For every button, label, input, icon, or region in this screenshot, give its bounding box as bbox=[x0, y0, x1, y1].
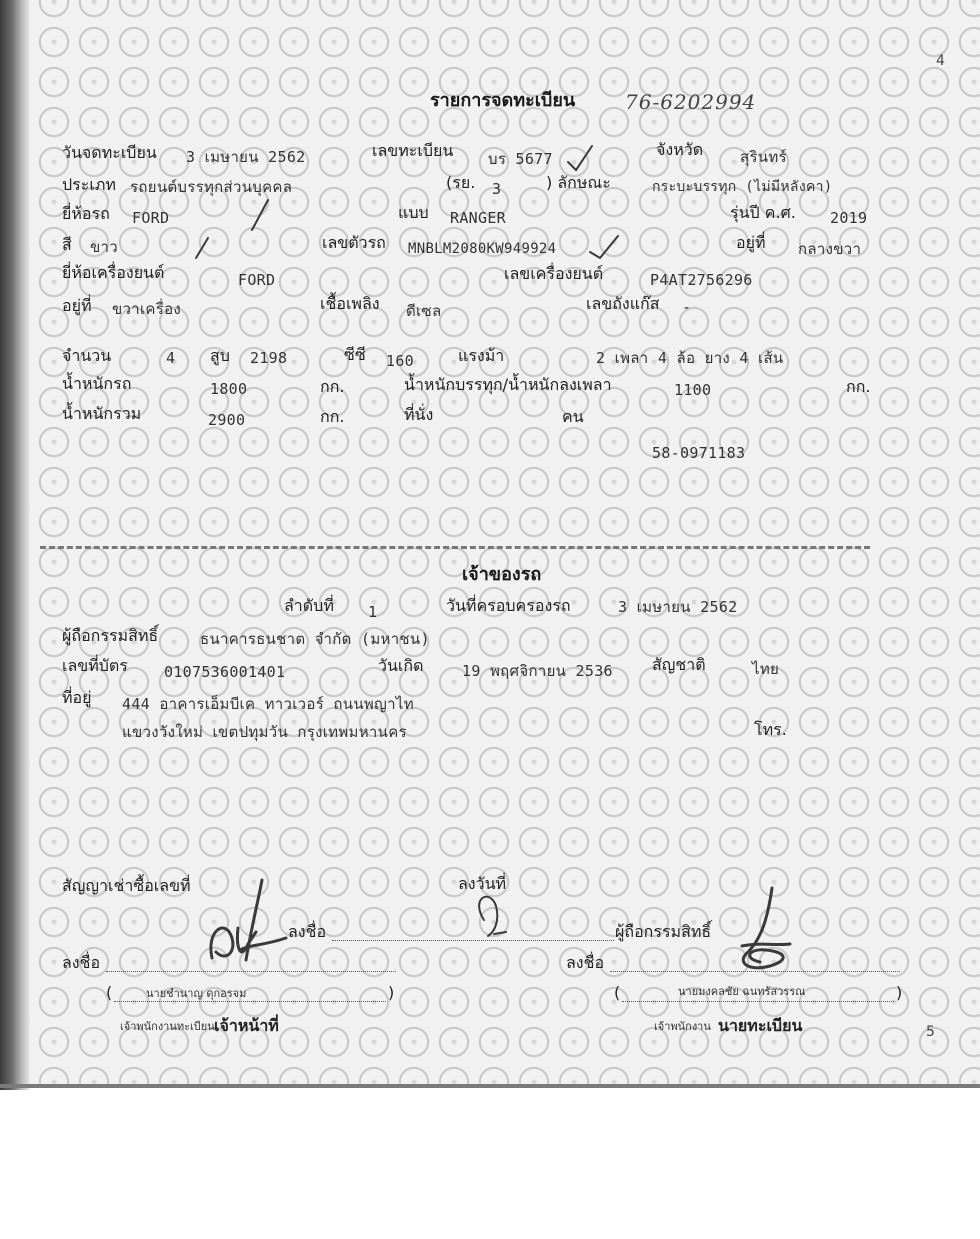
type-label: ประเภท bbox=[62, 175, 116, 194]
right-paren-close: ) bbox=[896, 983, 903, 1002]
possession-date-value: 3 เมษายน 2562 bbox=[618, 598, 738, 616]
chassis-label: เลขตัวรถ bbox=[322, 233, 386, 252]
province-value: สุรินทร์ bbox=[740, 148, 787, 166]
chassis-location-value: กลางขวา bbox=[798, 240, 862, 258]
reference-number: 58-0971183 bbox=[652, 444, 746, 462]
axle-value: 2 เพลา 4 ล้อ ยาง 4 เส้น bbox=[596, 349, 784, 367]
color-label: สี bbox=[62, 235, 72, 254]
province-label: จังหวัด bbox=[656, 140, 704, 159]
model-value: RANGER bbox=[450, 209, 506, 227]
weight-value: 1800 bbox=[210, 380, 248, 398]
left-role: เจ้าหน้าที่ bbox=[214, 1016, 279, 1035]
registration-title: รายการจดทะเบียน bbox=[430, 90, 576, 111]
gas-tank-label: เลขถังแก๊ส bbox=[586, 294, 660, 313]
address-line-1: 444 อาคารเอ็มบีเค ทาวเวอร์ ถนนพญาไท bbox=[122, 695, 414, 713]
engine-brand-value: FORD bbox=[238, 271, 276, 289]
count-label: จำนวน bbox=[62, 346, 112, 365]
style-value: กระบะบรรทุก (ไม่มีหลังคา) bbox=[652, 179, 833, 195]
brand-label: ยี่ห้อรถ bbox=[62, 204, 110, 223]
right-paren-open: ( bbox=[614, 983, 621, 1002]
gas-tank-value: - bbox=[682, 298, 692, 316]
gross-weight-unit: กก. bbox=[320, 407, 345, 426]
engine-location-value: ขวาเครื่อง bbox=[112, 300, 182, 318]
engine-location-label: อยู่ที่ bbox=[62, 296, 92, 315]
sign-label-left: ลงชื่อ bbox=[62, 953, 101, 972]
sign-line-mid bbox=[332, 940, 614, 941]
address-label: ที่อยู่ bbox=[62, 688, 92, 707]
cc-label: ซีซี bbox=[344, 345, 366, 364]
scan-edge bbox=[0, 0, 30, 1090]
page-number-top: 4 bbox=[936, 53, 945, 69]
sheet-bottom-edge bbox=[0, 1084, 980, 1088]
id-card-label: เลขที่บัตร bbox=[62, 656, 128, 675]
chassis-value: MNBLM2080KW949924 bbox=[408, 241, 557, 257]
reg-date-value: 3 เมษายน 2562 bbox=[186, 148, 306, 166]
sequence-label: ลำดับที่ bbox=[284, 596, 334, 615]
engine-number-value: P4AT2756296 bbox=[650, 271, 753, 289]
year-value: 2019 bbox=[830, 209, 868, 227]
weight-unit: กก. bbox=[320, 377, 345, 396]
cylinder-value: 2198 bbox=[250, 349, 288, 367]
page-number-bottom: 5 bbox=[926, 1024, 935, 1040]
left-paren-open: ( bbox=[106, 983, 113, 1002]
nationality-value: ไทย bbox=[752, 660, 780, 678]
fuel-value: ดีเซล bbox=[406, 302, 442, 320]
phone-label: โทร. bbox=[754, 720, 787, 739]
fuel-label: เชื้อเพลิง bbox=[320, 294, 380, 313]
birth-date-label: วันเกิด bbox=[378, 656, 424, 675]
chassis-location-label: อยู่ที่ bbox=[736, 233, 766, 252]
model-label: แบบ bbox=[398, 203, 429, 222]
right-role-prefix: เจ้าพนักงาน bbox=[654, 1020, 711, 1033]
count-value: 4 bbox=[166, 349, 176, 367]
type-value: รถยนต์บรรทุกส่วนบุคคล bbox=[130, 178, 293, 196]
engine-number-label: เลขเครื่องยนต์ bbox=[504, 264, 604, 283]
owner-title: เจ้าของรถ bbox=[462, 564, 542, 585]
load-unit: กก. bbox=[846, 377, 871, 396]
weight-label: น้ำหนักรถ bbox=[62, 374, 132, 393]
left-signer-name: นายชำนาญ ดุกอรจม bbox=[146, 987, 247, 1000]
sign-label-right: ลงชื่อ bbox=[566, 953, 605, 972]
nationality-label: สัญชาติ bbox=[652, 655, 706, 674]
reg-date-label: วันจดทะเบียน bbox=[62, 143, 157, 162]
cc-value: 160 bbox=[386, 352, 414, 370]
horsepower-label: แรงม้า bbox=[458, 346, 505, 365]
right-name-line bbox=[622, 1001, 894, 1002]
sign-line-left bbox=[106, 971, 396, 972]
id-card-value: 0107536001401 bbox=[164, 663, 286, 681]
seat-label: ที่นั่ง bbox=[404, 405, 434, 424]
load-label: น้ำหนักบรรทุก/น้ำหนักลงเพลา bbox=[404, 375, 612, 394]
sign-date-label: ลงวันที่ bbox=[458, 874, 507, 893]
sequence-value: 1 bbox=[368, 603, 378, 621]
seat-unit: คน bbox=[562, 407, 584, 426]
contract-label: สัญญาเช่าซื้อเลขที่ bbox=[62, 876, 191, 895]
cylinder-label: สูบ bbox=[210, 346, 230, 365]
left-role-prefix: เจ้าพนักงานทะเบียน bbox=[120, 1020, 215, 1033]
holder-role-label: ผู้ถือกรรมสิทธิ์ bbox=[615, 922, 712, 941]
possession-date-label: วันที่ครอบครองรถ bbox=[446, 596, 571, 615]
sign-label-mid: ลงชื่อ bbox=[288, 922, 327, 941]
color-value: ขาว bbox=[90, 238, 118, 256]
load-value: 1100 bbox=[674, 381, 712, 399]
sign-line-right bbox=[610, 971, 900, 972]
section-divider bbox=[40, 546, 870, 549]
style-label: ) ลักษณะ bbox=[546, 173, 611, 192]
left-paren-close: ) bbox=[388, 983, 395, 1002]
brand-value: FORD bbox=[132, 209, 170, 227]
rye-value: 3 bbox=[492, 180, 502, 198]
right-role: นายทะเบียน bbox=[718, 1016, 803, 1035]
address-line-2: แขวงวังใหม่ เขตปทุมวัน กรุงเทพมหานคร bbox=[122, 723, 407, 741]
right-signer-name: นายมงคลชัย ฉนทรัสวรรณ bbox=[678, 985, 806, 998]
gross-weight-label: น้ำหนักรวม bbox=[62, 404, 142, 423]
year-label: รุ่นปี ค.ศ. bbox=[730, 203, 796, 222]
engine-brand-label: ยี่ห้อเครื่องยนต์ bbox=[62, 263, 165, 282]
handwritten-ref: 76-6202994 bbox=[625, 90, 757, 114]
rye-label: (รย. bbox=[446, 173, 476, 192]
left-name-line bbox=[114, 1001, 386, 1002]
gross-weight-value: 2900 bbox=[208, 411, 246, 429]
birth-date-value: 19 พฤศจิกายน 2536 bbox=[462, 662, 613, 680]
plate-label: เลขทะเบียน bbox=[372, 141, 454, 160]
holder-label: ผู้ถือกรรมสิทธิ์ bbox=[62, 626, 159, 645]
holder-value: ธนาคารธนชาต จำกัด (มหาชน) bbox=[200, 630, 430, 648]
plate-value: บร 5677 bbox=[488, 150, 553, 168]
